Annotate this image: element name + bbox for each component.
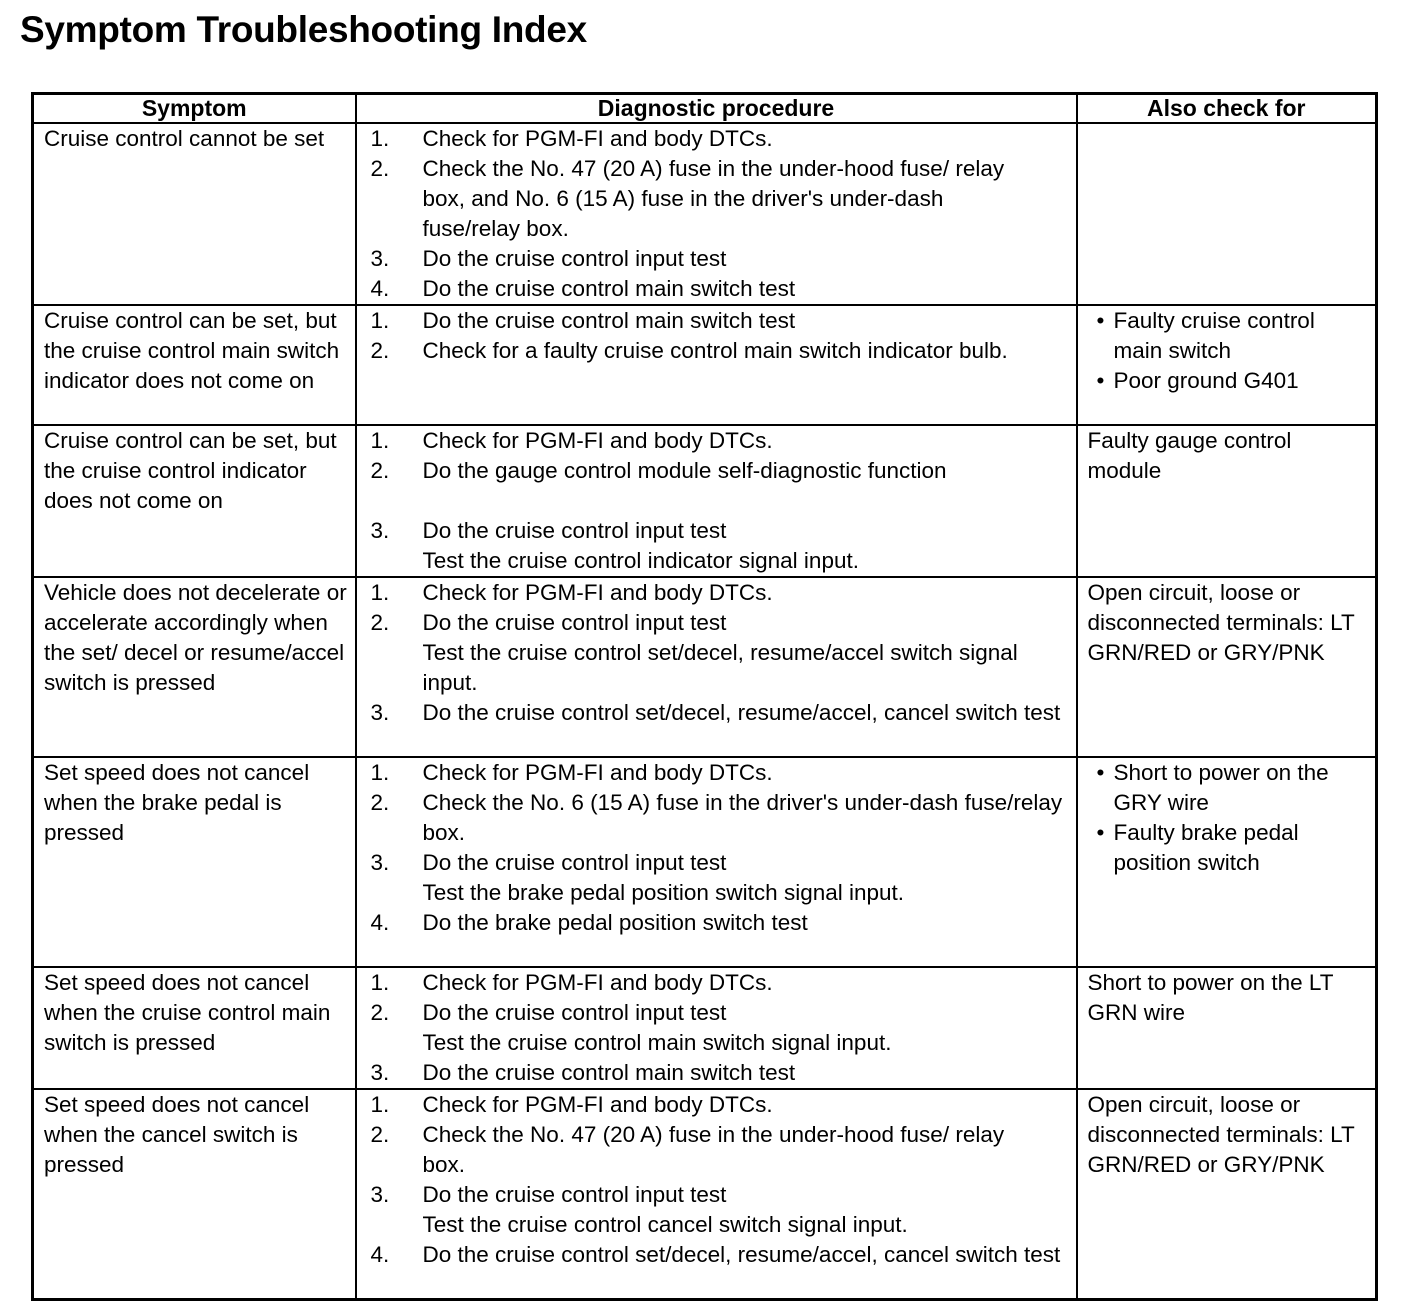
symptom-text: Set speed does not cancel when the brake pedal is pressed	[44, 760, 310, 845]
symptom-text: Set speed does not cancel when the cancel switch is pressed	[44, 1092, 310, 1177]
procedure-list	[367, 306, 1070, 366]
step-text: Do the cruise control input test	[422, 610, 727, 635]
step-text: Check for PGM-FI and body DTCs.	[422, 1092, 773, 1117]
procedure-list	[367, 124, 1070, 304]
step-subtext: Test the cruise control main switch signal input.	[422, 1030, 892, 1055]
symptom-table	[31, 92, 1378, 1301]
symptom-text: Cruise control cannot be set	[44, 126, 325, 151]
step-number: 1.	[370, 308, 390, 333]
step-number: 2.	[370, 338, 390, 363]
procedure-step	[367, 1058, 1070, 1088]
step-number: 3.	[370, 700, 390, 725]
table-header-row	[33, 94, 1377, 124]
procedure-step	[367, 848, 1070, 908]
symptom-cell	[33, 425, 356, 577]
procedure-step	[367, 578, 1070, 608]
step-number: 3.	[370, 246, 390, 271]
step-number: 2.	[370, 1122, 390, 1147]
step-number: 3.	[370, 518, 390, 543]
also-check-text: Poor ground G401	[1113, 368, 1299, 393]
procedure-step	[367, 154, 1070, 244]
header-symptom: Symptom	[33, 94, 356, 124]
header-also-check-for: Also check for	[1077, 94, 1377, 124]
step-number: 1.	[370, 428, 390, 453]
step-text: Check the No. 47 (20 A) fuse in the under-hood fuse/ relay box, and No. 6 (15 A) fuse in the driver's under-dash fuse/relay box.	[422, 156, 1005, 241]
also-check-text: Short to power on the GRY wire	[1113, 760, 1329, 815]
step-number: 2.	[370, 610, 390, 635]
symptom-text: Cruise control can be set, but the cruise control main switch indicator does not come on	[44, 308, 340, 393]
symptom-cell	[33, 967, 356, 1089]
procedure-step	[367, 998, 1070, 1058]
also-check-cell	[1077, 577, 1377, 757]
symptom-cell	[33, 123, 356, 305]
header-diagnostic-procedure: Diagnostic procedure	[356, 94, 1077, 124]
step-text: Check for a faulty cruise control main switch indicator bulb.	[422, 338, 1008, 363]
step-number: 3.	[370, 850, 390, 875]
symptom-cell	[33, 577, 356, 757]
step-number: 4.	[370, 276, 390, 301]
step-text: Check for PGM-FI and body DTCs.	[422, 760, 773, 785]
procedure-step	[367, 908, 1070, 938]
step-number: 1.	[370, 580, 390, 605]
procedure-cell	[356, 425, 1077, 577]
also-check-cell	[1077, 967, 1377, 1089]
step-number: 3.	[370, 1060, 390, 1085]
step-text: Check for PGM-FI and body DTCs.	[422, 428, 773, 453]
step-text: Do the cruise control main switch test	[422, 308, 796, 333]
also-check-cell	[1077, 305, 1377, 425]
step-number: 2.	[370, 458, 390, 483]
step-text: Do the cruise control input test	[422, 1182, 727, 1207]
procedure-step	[367, 1180, 1070, 1240]
step-subtext: Test the brake pedal position switch signal input.	[422, 880, 905, 905]
step-text: Do the cruise control main switch test	[422, 1060, 796, 1085]
step-text: Check for PGM-FI and body DTCs.	[422, 970, 773, 995]
table-row	[33, 1089, 1377, 1299]
procedure-cell	[356, 757, 1077, 967]
procedure-step	[367, 456, 1070, 486]
also-check-list	[1088, 758, 1370, 878]
procedure-list	[367, 426, 1070, 576]
bullet-icon: •	[1096, 760, 1105, 785]
also-check-cell	[1077, 425, 1377, 577]
procedure-step	[367, 274, 1070, 304]
table-row	[33, 305, 1377, 425]
procedure-step	[367, 306, 1070, 336]
procedure-cell	[356, 1089, 1077, 1299]
procedure-step	[367, 608, 1070, 698]
also-check-text: Faulty brake pedal position switch	[1113, 820, 1299, 875]
also-check-cell	[1077, 1089, 1377, 1299]
also-check-item	[1088, 366, 1370, 396]
step-subtext: Test the cruise control indicator signal input.	[422, 548, 859, 573]
step-text: Do the cruise control main switch test	[422, 276, 796, 301]
also-check-text: Short to power on the LT GRN wire	[1087, 970, 1334, 1025]
step-text: Do the cruise control input test	[422, 246, 727, 271]
symptom-text: Vehicle does not decelerate or accelerate accordingly when the set/ decel or resume/accel switch is pressed	[44, 580, 347, 695]
step-subtext: Test the cruise control cancel switch signal input.	[422, 1212, 908, 1237]
procedure-step	[367, 1120, 1070, 1180]
step-text: Check for PGM-FI and body DTCs.	[422, 126, 773, 151]
procedure-list	[367, 1090, 1070, 1270]
procedure-step	[367, 758, 1070, 788]
step-text: Do the gauge control module self-diagnostic function	[422, 458, 947, 483]
procedure-list	[367, 578, 1070, 728]
also-check-text: Open circuit, loose or disconnected terminals: LT GRN/RED or GRY/PNK	[1087, 580, 1355, 665]
table-row	[33, 757, 1377, 967]
bullet-icon: •	[1096, 308, 1105, 333]
step-number: 1.	[370, 126, 390, 151]
procedure-step	[367, 1240, 1070, 1270]
also-check-item	[1088, 758, 1370, 818]
symptom-text: Set speed does not cancel when the cruise control main switch is pressed	[44, 970, 331, 1055]
procedure-cell	[356, 123, 1077, 305]
step-text: Do the brake pedal position switch test	[422, 910, 808, 935]
table-row	[33, 967, 1377, 1089]
table-row	[33, 577, 1377, 757]
procedure-cell	[356, 967, 1077, 1089]
procedure-list	[367, 968, 1070, 1088]
step-number: 4.	[370, 910, 390, 935]
step-number: 2.	[370, 156, 390, 181]
also-check-item	[1088, 306, 1370, 366]
also-check-cell	[1077, 123, 1377, 305]
procedure-step	[367, 336, 1070, 366]
step-text: Do the cruise control set/decel, resume/accel, cancel switch test	[422, 1242, 1061, 1267]
table-row	[33, 425, 1377, 577]
step-text: Do the cruise control input test	[422, 518, 727, 543]
procedure-step	[367, 124, 1070, 154]
also-check-item	[1088, 818, 1370, 878]
step-text: Check the No. 6 (15 A) fuse in the driver's under-dash fuse/relay box.	[422, 790, 1063, 845]
bullet-icon: •	[1096, 368, 1105, 393]
step-number: 1.	[370, 760, 390, 785]
step-number: 1.	[370, 970, 390, 995]
also-check-text: Faulty cruise control main switch	[1113, 308, 1315, 363]
procedure-step	[367, 788, 1070, 848]
symptom-cell	[33, 305, 356, 425]
page-title: Symptom Troubleshooting Index	[20, 9, 587, 50]
step-number: 2.	[370, 790, 390, 815]
procedure-step	[367, 968, 1070, 998]
symptom-text: Cruise control can be set, but the cruise control indicator does not come on	[44, 428, 337, 513]
symptom-cell	[33, 757, 356, 967]
step-number: 2.	[370, 1000, 390, 1025]
procedure-step	[367, 426, 1070, 456]
step-number: 1.	[370, 1092, 390, 1117]
procedure-cell	[356, 305, 1077, 425]
also-check-list	[1088, 306, 1370, 396]
also-check-cell	[1077, 757, 1377, 967]
procedure-step	[367, 516, 1070, 576]
step-text: Do the cruise control input test	[422, 850, 727, 875]
procedure-step	[367, 698, 1070, 728]
procedure-step	[367, 244, 1070, 274]
bullet-icon: •	[1096, 820, 1105, 845]
step-text: Do the cruise control set/decel, resume/accel, cancel switch test	[422, 700, 1061, 725]
also-check-text: Faulty gauge control module	[1087, 428, 1292, 483]
symptom-cell	[33, 1089, 356, 1299]
step-text: Do the cruise control input test	[422, 1000, 727, 1025]
also-check-text: Open circuit, loose or disconnected terminals: LT GRN/RED or GRY/PNK	[1087, 1092, 1355, 1177]
step-text: Check the No. 47 (20 A) fuse in the under-hood fuse/ relay box.	[422, 1122, 1005, 1177]
step-text: Check for PGM-FI and body DTCs.	[422, 580, 773, 605]
step-number: 3.	[370, 1182, 390, 1207]
procedure-step	[367, 1090, 1070, 1120]
procedure-list	[367, 758, 1070, 938]
table-row	[33, 123, 1377, 305]
step-number: 4.	[370, 1242, 390, 1267]
procedure-cell	[356, 577, 1077, 757]
step-subtext: Test the cruise control set/decel, resume/accel switch signal input.	[422, 640, 1018, 695]
